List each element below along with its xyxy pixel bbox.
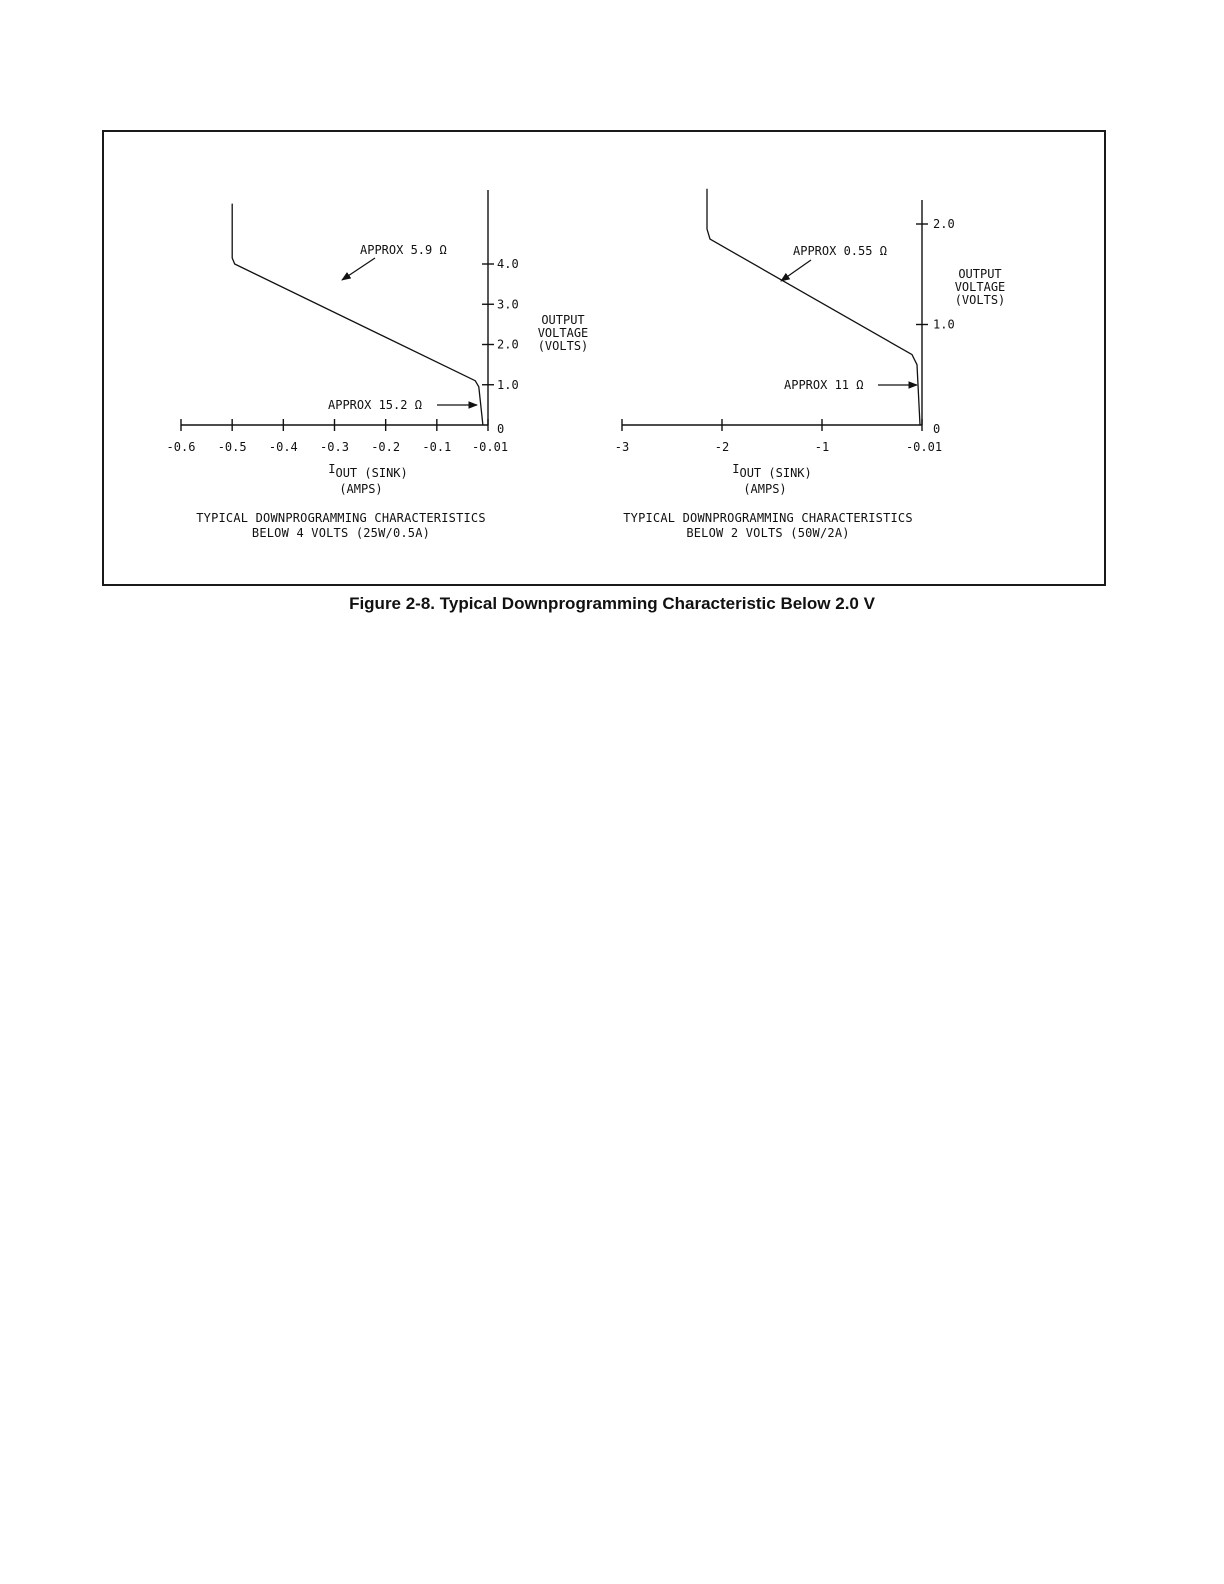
figure-title: Figure 2-8. Typical Downprogramming Characteristic Below 2.0 V: [349, 594, 875, 613]
x-tick-label: -0.5: [217, 440, 247, 454]
annotation-arrow: [781, 260, 811, 281]
x-tick-label: -0.3: [320, 440, 349, 454]
y-tick-label: 3.0: [497, 297, 519, 312]
x-axis-units: (AMPS): [743, 482, 787, 496]
y-axis-label: VOLTAGE: [537, 326, 589, 340]
x-axis-label: IOUT (SINK): [732, 462, 812, 480]
y-tick-label: 0: [497, 422, 505, 436]
y-tick-label: 2.0: [933, 217, 955, 231]
annotation-label: APPROX 11 Ω: [784, 378, 864, 392]
chart-caption-subtitle: BELOW 2 VOLTS (50W/2A): [686, 526, 850, 540]
annotation-label: APPROX 15.2 Ω: [328, 398, 422, 412]
x-tick-label: -0.01: [905, 440, 943, 454]
annotation-label: APPROX 0.55 Ω: [793, 244, 887, 258]
x-tick-label: -0.4: [268, 440, 298, 454]
x-tick-label: -0.01: [471, 440, 509, 454]
annotation-arrow: [342, 258, 375, 280]
y-tick-label: 4.0: [497, 257, 519, 271]
x-tick-label: -0.6: [166, 440, 196, 454]
chart-1: [167, 190, 589, 540]
chart-caption-title: TYPICAL DOWNPROGRAMMING CHARACTERISTICS: [196, 511, 486, 525]
chart-caption-title: TYPICAL DOWNPROGRAMMING CHARACTERISTICS: [623, 511, 913, 525]
y-axis-label: (VOLTS): [954, 293, 1006, 307]
x-tick-label: -0.2: [371, 440, 401, 454]
x-tick-label: -0.1: [422, 440, 452, 454]
x-tick-label: -1: [814, 440, 830, 454]
x-axis-label: IOUT (SINK): [328, 462, 408, 480]
y-tick-label: 2.0: [497, 337, 519, 352]
annotation-label: APPROX 5.9 Ω: [360, 243, 447, 257]
y-axis-label: (VOLTS): [537, 339, 589, 353]
y-tick-label: 1.0: [933, 317, 955, 332]
series-line: [232, 204, 483, 425]
y-axis-label: VOLTAGE: [954, 280, 1006, 294]
x-tick-label: -3: [614, 440, 630, 454]
chart-caption-subtitle: BELOW 4 VOLTS (25W/0.5A): [251, 526, 431, 540]
y-tick-label: 0: [933, 422, 941, 436]
y-axis-label: OUTPUT: [958, 267, 1002, 281]
chart-2: [615, 189, 1006, 540]
x-axis-units: (AMPS): [339, 482, 383, 496]
y-axis-label: OUTPUT: [541, 313, 585, 327]
x-tick-label: -2: [714, 440, 730, 454]
y-tick-label: 1.0: [497, 377, 519, 392]
